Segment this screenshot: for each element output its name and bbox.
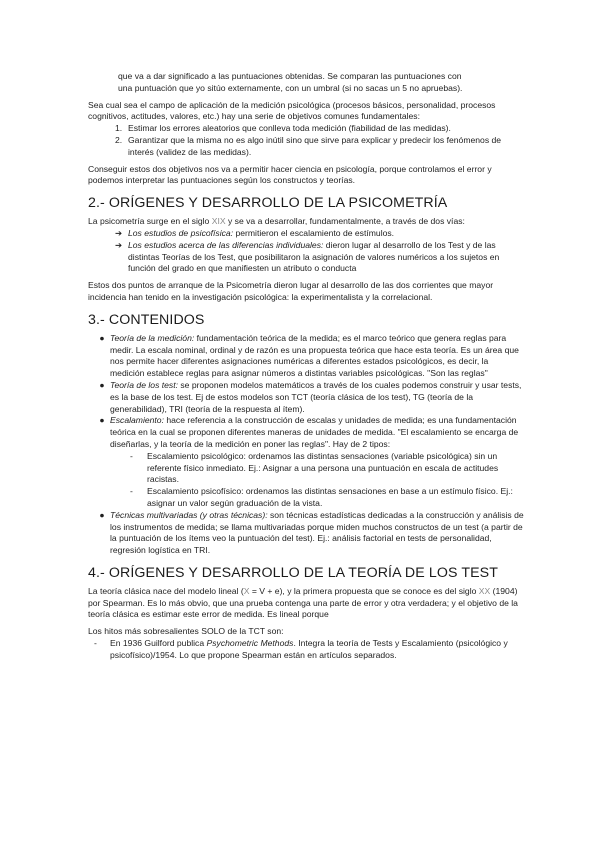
list-item-text [110,510,525,557]
list-item [88,638,525,662]
list-item [88,333,525,380]
formula-variable: X [243,585,250,596]
paragraph-text: La teoría clásica nace del modelo lineal ( [88,585,244,596]
dash-icon: - [94,638,97,649]
dash-icon: - [130,450,133,461]
continuation-line-2: una puntuación que yo sitúo externamente, con un umbral (si no sacas un 5 no apruebas). [118,82,463,93]
section-2-list [88,228,525,275]
item-title: Teoría de los test: [110,379,178,390]
conclusion-paragraph: Conseguir estos dos objetivos nos va a permitir hacer ciencia en psicología, porque controlamos el error y podemos interpretar las puntuaciones según los constructos y teorías. [88,163,492,186]
item-body: son técnicas estadísticas dedicadas a la construcción y análisis de los instrumentos de medida; se llama multivariadas porque miden muchos constructos de un test (a partir de la puntuación de los ítems veo la puntuación del test). Ej.: análisis factorial en tests de personalidad, regresión logística en TRI. [110,509,524,556]
paragraph-text: (1904) por Spearman. Es lo más obvio, que una prueba contenga una parte de error y otra verdadera; y el objetivo de la teoría clásica es estimar este error de medida. Es lineal porque [88,585,518,620]
paragraph-text: = V + e), y la primera propuesta que se conoce es del siglo [249,585,479,596]
list-item-text [110,380,525,415]
sub-item-text: Escalamiento psicológico: ordenamos las distintas sensaciones (variable psicológica) sin un referente físico inmediato. Ej.: Asignar a una persona una puntuación en escala de actitudes racistas. [147,450,499,485]
section-2-closing: Estos dos puntos de arranque de la Psicometría dieron lugar al desarrollo de las dos corrientes que mayor incidencia han tenido en la investigación psicológica: la experimentalista y la correlacional. [88,280,494,302]
list-item [88,135,525,159]
section-4-paragraph-1 [88,586,525,621]
continuation-line-1: que va a dar significado a las puntuaciones obtenidas. Se comparan las puntuaciones con [118,71,462,81]
list-item [88,510,525,557]
century-text: XIX [211,216,226,227]
item-body: permitieron el escalamiento de estímulos. [233,227,395,238]
list-item-text [128,228,525,240]
book-title: Psychometric Methods [206,638,294,649]
sub-item-text: Escalamiento psicofísico: ordenamos las distintas sensaciones en base a un estímulo físico. Ej.: asignar un valor según graduación de la vista. [147,486,513,508]
list-item [88,380,525,415]
bullet-icon: ● [99,379,105,390]
intro-text: La psicometría surge en el siglo [88,216,212,227]
list-item [88,228,525,240]
item-title: Los estudios de psicofísica: [128,227,234,238]
section-4-list [88,638,525,662]
list-item-text: Estimar los errores aleatorios que conlleva toda medición (fiabilidad de las medidas). [128,123,451,134]
list-item-text: Garantizar que la misma no es algo inútil sino que sirve para explicar y predecir los fenómenos de interés (validez de las medidas). [128,134,502,157]
intro-text-end: y se va a desarrollar, fundamentalmente, a través de dos vías: [225,216,465,227]
bullet-icon: ● [99,509,105,520]
century-text: XX [478,585,491,596]
section-3-heading: 3.- CONTENIDOS [88,311,205,328]
document-body [88,71,525,662]
list-item [88,123,525,135]
item-title: Los estudios acerca de las diferencias individuales: [128,239,324,250]
list-item-text [128,240,525,275]
list-number: 2. [115,134,123,145]
item-body: fundamentación teórica de la medida; es el marco teórico que genera reglas para medir. La escala nominal, ordinal y de razón es una propuesta teórica que hace esta teoría. Es un área que nos permite hacer diferentes asignaciones numéricas a diferentes estados psicológicos, es decir, la medición establece reglas para asignar números a distintas variables psicológicas. "Son las reglas" [110,332,519,379]
dash-icon: - [130,486,133,497]
item-title: Teoría de la medición: [110,332,195,343]
bullet-icon: ● [99,332,105,343]
section-4-heading: 4.- ORÍGENES Y DESARROLLO DE LA TEORÍA DE LOS TEST [88,564,499,581]
section-2-intro [88,216,525,228]
list-item [88,240,525,275]
list-item [88,415,525,450]
arrow-icon: ➔ [115,227,123,238]
objectives-list [88,123,525,158]
section-2-heading: 2.- ORÍGENES Y DESARROLLO DE LA PSICOMETRÍA [88,195,448,212]
section-4-paragraph-2: Los hitos más sobresalientes SOLO de la TCT son: [88,626,284,637]
arrow-icon: ➔ [115,239,123,250]
item-title: Técnicas multivariadas (y otras técnicas): [110,509,268,520]
sub-list-item [88,451,525,486]
bullet-icon: ● [99,415,105,426]
item-text: En 1936 Guilford publica [110,638,207,649]
section-3-list [88,333,525,557]
list-number: 1. [115,123,123,134]
item-body: dieron lugar al desarrollo de los Test y de las distintas Teorías de los Test, que posibilitaron la asignación de valores numéricos a los sujetos en función del grado en que manifiesten un atributo o conducta [128,239,500,274]
sub-list-item [88,486,525,510]
item-body: se proponen modelos matemáticos a través de los cuales podemos construir y usar tests, es la base de los test. Ej de estos modelos son TCT (teoría clásica de los test), TG (teoría de la generabilidad), TRI (teoría de la respuesta al ítem). [110,379,522,414]
item-body: hace referencia a la construcción de escalas y unidades de medida; es una fundamentación teórica en la cual se proponen diferentes maneras de unidades de medida. "El escalamiento se encarga de diseñarlas, y la teoría de la medición en poner las reglas". Hay de 2 tipos: [110,415,519,449]
item-text-end: . Integra la teoría de Tests y Escalamiento (psicológico y psicofísico)/1954. Lo que propone Spearman están en artículos separados. [110,638,508,660]
list-item-text [110,415,525,450]
list-item-text [110,333,525,380]
list-item-text [110,638,525,662]
item-title: Escalamiento: [110,415,164,426]
objectives-paragraph: Sea cual sea el campo de aplicación de la medición psicológica (procesos básicos, personalidad, procesos cognitivos, actitudes, valores, etc.) hay una serie de objetivos comunes fundamentales: [88,99,496,122]
